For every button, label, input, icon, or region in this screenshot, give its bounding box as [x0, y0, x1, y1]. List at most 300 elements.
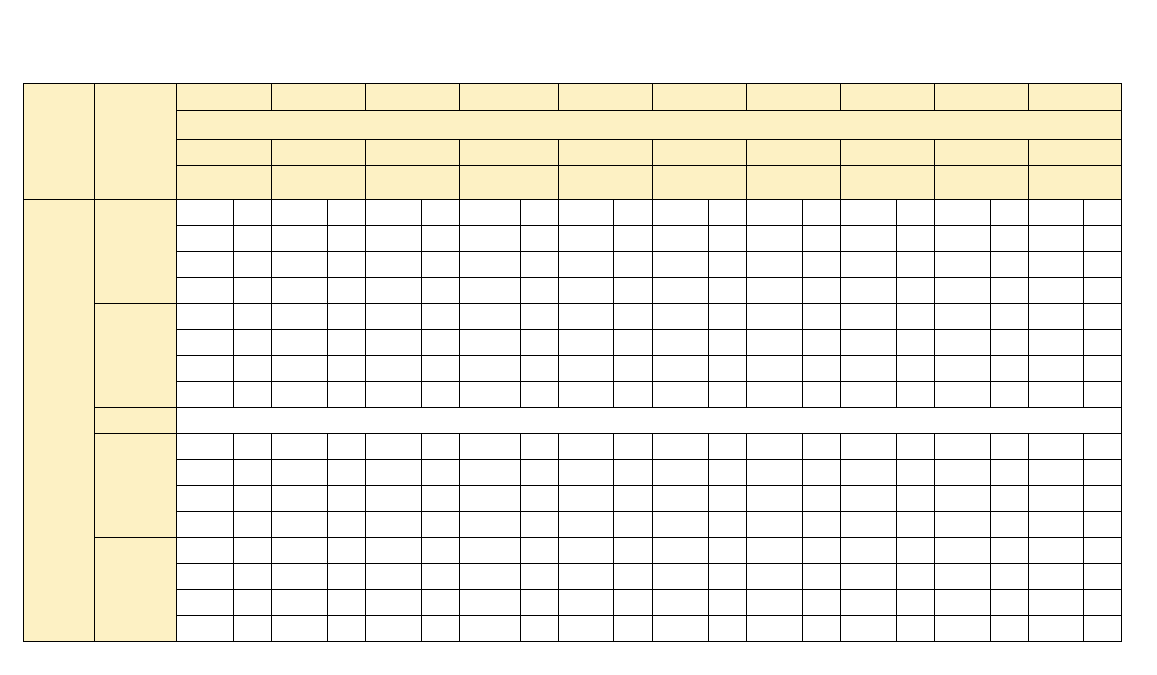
- track-code-cell: [840, 564, 896, 590]
- paper-id-cell: [328, 538, 366, 564]
- paper-id-cell: [896, 538, 934, 564]
- paper-id-cell: [708, 252, 746, 278]
- track-code-cell: [460, 356, 521, 382]
- session-time-cell: [95, 538, 177, 642]
- paper-id-cell: [521, 486, 559, 512]
- paper-id-cell: [521, 304, 559, 330]
- track-code-cell: [934, 252, 990, 278]
- track-code-cell: [460, 304, 521, 330]
- track-code-cell: [840, 200, 896, 226]
- paper-id-cell: [708, 616, 746, 642]
- paper-id-cell: [802, 226, 840, 252]
- paper-id-cell: [896, 590, 934, 616]
- table-row: [24, 330, 1122, 356]
- track-code-cell: [460, 590, 521, 616]
- paper-id-cell: [234, 226, 272, 252]
- room-header: [177, 84, 272, 111]
- paper-id-cell: [802, 278, 840, 304]
- paper-id-cell: [896, 226, 934, 252]
- table-row: [24, 252, 1122, 278]
- track-code-cell: [177, 460, 234, 486]
- track-code-cell: [460, 486, 521, 512]
- track-code-cell: [272, 512, 328, 538]
- paper-id-cell: [896, 278, 934, 304]
- track-code-cell: [1028, 200, 1083, 226]
- paper-id-cell: [521, 278, 559, 304]
- paper-id-cell: [328, 616, 366, 642]
- track-code-cell: [366, 434, 422, 460]
- paper-id-cell: [896, 486, 934, 512]
- track-code-cell: [559, 538, 614, 564]
- room-header: [272, 84, 366, 111]
- co-host: [652, 166, 746, 200]
- track-code-cell: [652, 200, 708, 226]
- table-row: [24, 616, 1122, 642]
- track-code-cell: [652, 434, 708, 460]
- track-code-cell: [840, 252, 896, 278]
- co-host: [1028, 166, 1121, 200]
- paper-id-cell: [802, 356, 840, 382]
- track-code-cell: [177, 616, 234, 642]
- paper-id-cell: [1083, 460, 1121, 486]
- paper-id-cell: [328, 304, 366, 330]
- paper-id-cell: [521, 460, 559, 486]
- track-code-cell: [652, 616, 708, 642]
- track-code-cell: [934, 616, 990, 642]
- track-code-cell: [1028, 486, 1083, 512]
- paper-id-cell: [614, 278, 652, 304]
- track-code-cell: [746, 304, 802, 330]
- table-row: [24, 356, 1122, 382]
- track-code-cell: [652, 590, 708, 616]
- paper-id-cell: [802, 382, 840, 408]
- paper-id-cell: [990, 226, 1028, 252]
- table-row: [24, 512, 1122, 538]
- track-code-cell: [272, 434, 328, 460]
- co-host: [177, 166, 272, 200]
- room-header: [652, 84, 746, 111]
- paper-id-cell: [521, 252, 559, 278]
- co-host: [559, 166, 652, 200]
- paper-id-cell: [802, 252, 840, 278]
- paper-id-cell: [990, 382, 1028, 408]
- track-code-cell: [177, 590, 234, 616]
- paper-id-cell: [708, 356, 746, 382]
- day-header: [24, 84, 95, 200]
- session-time-cell: [95, 304, 177, 408]
- table-row: [24, 111, 1122, 140]
- table-row: [24, 304, 1122, 330]
- paper-id-cell: [896, 460, 934, 486]
- paper-id-cell: [521, 512, 559, 538]
- paper-id-cell: [422, 382, 460, 408]
- day-cell: [24, 200, 95, 642]
- track-code-cell: [934, 226, 990, 252]
- session-chair: [934, 140, 1028, 166]
- paper-id-cell: [234, 278, 272, 304]
- track-code-cell: [272, 382, 328, 408]
- paper-id-cell: [234, 460, 272, 486]
- track-code-cell: [1028, 564, 1083, 590]
- track-code-cell: [272, 564, 328, 590]
- paper-id-cell: [328, 486, 366, 512]
- paper-id-cell: [990, 434, 1028, 460]
- track-code-cell: [652, 538, 708, 564]
- track-code-cell: [460, 252, 521, 278]
- paper-id-cell: [422, 538, 460, 564]
- track-code-cell: [366, 278, 422, 304]
- paper-id-cell: [802, 538, 840, 564]
- track-code-cell: [559, 616, 614, 642]
- track-code-cell: [272, 304, 328, 330]
- track-code-cell: [652, 512, 708, 538]
- track-code-cell: [840, 512, 896, 538]
- paper-id-cell: [708, 304, 746, 330]
- room-header: [460, 84, 559, 111]
- track-code-cell: [559, 356, 614, 382]
- table-row: [24, 382, 1122, 408]
- paper-id-cell: [896, 512, 934, 538]
- paper-id-cell: [896, 200, 934, 226]
- track-code-cell: [366, 226, 422, 252]
- track-code-cell: [177, 512, 234, 538]
- paper-id-cell: [1083, 512, 1121, 538]
- track-code-cell: [177, 356, 234, 382]
- track-code-cell: [272, 330, 328, 356]
- room-header: [840, 84, 934, 111]
- track-code-cell: [934, 590, 990, 616]
- paper-id-cell: [708, 564, 746, 590]
- paper-id-cell: [328, 330, 366, 356]
- track-code-cell: [652, 486, 708, 512]
- track-code-cell: [746, 564, 802, 590]
- track-code-cell: [746, 382, 802, 408]
- paper-id-cell: [708, 538, 746, 564]
- track-code-cell: [652, 304, 708, 330]
- paper-id-cell: [990, 460, 1028, 486]
- track-code-cell: [1028, 356, 1083, 382]
- paper-id-cell: [990, 278, 1028, 304]
- time-header: [95, 84, 177, 200]
- paper-id-cell: [422, 356, 460, 382]
- paper-id-cell: [328, 226, 366, 252]
- track-code-cell: [559, 512, 614, 538]
- paper-id-cell: [990, 356, 1028, 382]
- paper-id-cell: [614, 460, 652, 486]
- track-code-cell: [177, 252, 234, 278]
- paper-id-cell: [990, 330, 1028, 356]
- paper-id-cell: [234, 434, 272, 460]
- session-chair: [840, 140, 934, 166]
- paper-id-cell: [234, 356, 272, 382]
- paper-id-cell: [614, 200, 652, 226]
- session-chair: [272, 140, 366, 166]
- track-code-cell: [840, 616, 896, 642]
- track-code-cell: [652, 330, 708, 356]
- track-code-cell: [559, 434, 614, 460]
- paper-id-cell: [234, 304, 272, 330]
- track-code-cell: [840, 382, 896, 408]
- paper-id-cell: [896, 304, 934, 330]
- paper-id-cell: [1083, 356, 1121, 382]
- time-break-label: [177, 408, 1122, 434]
- paper-id-cell: [802, 330, 840, 356]
- table-row: [24, 460, 1122, 486]
- paper-id-cell: [802, 616, 840, 642]
- schedule-table: [23, 83, 1122, 642]
- co-host: [934, 166, 1028, 200]
- track-code-cell: [1028, 616, 1083, 642]
- room-header: [559, 84, 652, 111]
- paper-id-cell: [990, 538, 1028, 564]
- track-code-cell: [559, 200, 614, 226]
- track-code-cell: [366, 564, 422, 590]
- paper-id-cell: [802, 460, 840, 486]
- track-code-cell: [746, 278, 802, 304]
- paper-id-cell: [708, 460, 746, 486]
- track-code-cell: [177, 278, 234, 304]
- track-code-cell: [460, 434, 521, 460]
- table-row: [24, 486, 1122, 512]
- paper-id-cell: [521, 564, 559, 590]
- track-code-cell: [1028, 460, 1083, 486]
- paper-id-cell: [422, 330, 460, 356]
- paper-id-cell: [422, 226, 460, 252]
- room-header: [366, 84, 460, 111]
- paper-id-cell: [990, 564, 1028, 590]
- track-code-cell: [1028, 252, 1083, 278]
- track-code-cell: [1028, 434, 1083, 460]
- track-code-cell: [1028, 382, 1083, 408]
- track-code-cell: [934, 200, 990, 226]
- paper-id-cell: [422, 278, 460, 304]
- track-code-cell: [652, 564, 708, 590]
- paper-id-cell: [1083, 252, 1121, 278]
- track-code-cell: [746, 226, 802, 252]
- session-chair: [1028, 140, 1121, 166]
- paper-id-cell: [328, 434, 366, 460]
- paper-id-cell: [328, 252, 366, 278]
- session-time-cell: [95, 434, 177, 538]
- track-code-cell: [1028, 590, 1083, 616]
- co-host: [746, 166, 840, 200]
- session-chair: [366, 140, 460, 166]
- paper-id-cell: [521, 616, 559, 642]
- paper-id-cell: [1083, 226, 1121, 252]
- paper-id-cell: [614, 252, 652, 278]
- track-code-cell: [460, 460, 521, 486]
- co-host: [840, 166, 934, 200]
- track-code-cell: [177, 486, 234, 512]
- track-code-cell: [460, 226, 521, 252]
- table-row: [24, 590, 1122, 616]
- track-code-cell: [746, 590, 802, 616]
- paper-id-cell: [234, 564, 272, 590]
- paper-id-cell: [234, 512, 272, 538]
- track-code-cell: [559, 590, 614, 616]
- paper-id-cell: [990, 512, 1028, 538]
- paper-id-cell: [1083, 538, 1121, 564]
- co-host: [460, 166, 559, 200]
- track-code-cell: [746, 460, 802, 486]
- paper-id-cell: [234, 538, 272, 564]
- track-code-cell: [177, 382, 234, 408]
- paper-id-cell: [328, 460, 366, 486]
- paper-id-cell: [614, 330, 652, 356]
- paper-id-cell: [614, 512, 652, 538]
- break-time-cell: [95, 408, 177, 434]
- room-header: [1028, 84, 1121, 111]
- track-code-cell: [840, 278, 896, 304]
- track-code-cell: [746, 486, 802, 512]
- track-code-cell: [272, 486, 328, 512]
- table-row: [24, 84, 1122, 111]
- paper-id-cell: [990, 486, 1028, 512]
- table-row: [24, 140, 1122, 166]
- paper-id-cell: [990, 252, 1028, 278]
- paper-id-cell: [1083, 564, 1121, 590]
- room-header: [934, 84, 1028, 111]
- track-code-cell: [460, 564, 521, 590]
- paper-id-cell: [1083, 278, 1121, 304]
- track-code-cell: [840, 486, 896, 512]
- paper-id-cell: [422, 434, 460, 460]
- paper-id-cell: [328, 512, 366, 538]
- track-code-cell: [272, 356, 328, 382]
- paper-id-cell: [521, 382, 559, 408]
- paper-id-cell: [1083, 304, 1121, 330]
- track-code-cell: [177, 434, 234, 460]
- paper-id-cell: [614, 538, 652, 564]
- paper-id-cell: [614, 434, 652, 460]
- session-chair: [559, 140, 652, 166]
- paper-id-cell: [708, 382, 746, 408]
- track-code-cell: [840, 356, 896, 382]
- paper-id-cell: [896, 564, 934, 590]
- paper-id-cell: [422, 304, 460, 330]
- track-code-cell: [840, 304, 896, 330]
- paper-id-cell: [614, 590, 652, 616]
- paper-id-cell: [1083, 434, 1121, 460]
- paper-id-cell: [990, 616, 1028, 642]
- track-code-cell: [840, 538, 896, 564]
- track-code-cell: [366, 460, 422, 486]
- paper-id-cell: [1083, 486, 1121, 512]
- track-code-cell: [934, 538, 990, 564]
- paper-id-cell: [896, 356, 934, 382]
- track-code-cell: [652, 278, 708, 304]
- paper-id-cell: [990, 200, 1028, 226]
- track-code-cell: [272, 616, 328, 642]
- track-code-cell: [559, 330, 614, 356]
- paper-id-cell: [614, 382, 652, 408]
- track-code-cell: [934, 278, 990, 304]
- paper-id-cell: [708, 434, 746, 460]
- track-code-cell: [840, 590, 896, 616]
- track-code-cell: [559, 486, 614, 512]
- paper-id-cell: [802, 486, 840, 512]
- track-code-cell: [840, 434, 896, 460]
- paper-id-cell: [896, 330, 934, 356]
- track-code-cell: [1028, 226, 1083, 252]
- paper-id-cell: [521, 200, 559, 226]
- track-code-cell: [366, 486, 422, 512]
- paper-id-cell: [521, 226, 559, 252]
- paper-id-cell: [802, 590, 840, 616]
- track-code-cell: [559, 252, 614, 278]
- paper-id-cell: [802, 564, 840, 590]
- session-chair: [652, 140, 746, 166]
- track-code-cell: [272, 538, 328, 564]
- paper-id-cell: [896, 252, 934, 278]
- paper-id-cell: [614, 486, 652, 512]
- paper-id-cell: [802, 512, 840, 538]
- track-code-cell: [934, 486, 990, 512]
- track-code-cell: [559, 564, 614, 590]
- paper-id-cell: [234, 616, 272, 642]
- paper-id-cell: [234, 200, 272, 226]
- paper-id-cell: [802, 434, 840, 460]
- session-chair-header: [177, 111, 1122, 140]
- session-chair: [177, 140, 272, 166]
- track-code-cell: [746, 512, 802, 538]
- paper-id-cell: [521, 538, 559, 564]
- paper-id-cell: [422, 590, 460, 616]
- track-code-cell: [746, 356, 802, 382]
- paper-id-cell: [990, 590, 1028, 616]
- paper-id-cell: [1083, 382, 1121, 408]
- paper-id-cell: [896, 434, 934, 460]
- paper-id-cell: [708, 226, 746, 252]
- track-code-cell: [366, 304, 422, 330]
- table-row: [24, 166, 1122, 200]
- paper-id-cell: [614, 564, 652, 590]
- paper-id-cell: [234, 486, 272, 512]
- track-code-cell: [460, 382, 521, 408]
- paper-id-cell: [328, 278, 366, 304]
- paper-id-cell: [422, 616, 460, 642]
- track-code-cell: [366, 356, 422, 382]
- track-code-cell: [652, 460, 708, 486]
- track-code-cell: [177, 330, 234, 356]
- table-row: [24, 226, 1122, 252]
- track-code-cell: [366, 200, 422, 226]
- track-code-cell: [559, 460, 614, 486]
- paper-id-cell: [802, 200, 840, 226]
- track-code-cell: [460, 512, 521, 538]
- track-code-cell: [934, 434, 990, 460]
- co-host: [366, 166, 460, 200]
- table-row: [24, 434, 1122, 460]
- table-row: [24, 408, 1122, 434]
- track-code-cell: [559, 226, 614, 252]
- track-code-cell: [460, 278, 521, 304]
- paper-id-cell: [521, 434, 559, 460]
- track-code-cell: [840, 226, 896, 252]
- session-time-cell: [95, 200, 177, 304]
- track-code-cell: [366, 512, 422, 538]
- track-code-cell: [460, 200, 521, 226]
- paper-id-cell: [708, 512, 746, 538]
- track-code-cell: [559, 382, 614, 408]
- paper-id-cell: [234, 252, 272, 278]
- paper-id-cell: [521, 330, 559, 356]
- track-code-cell: [652, 356, 708, 382]
- track-code-cell: [177, 200, 234, 226]
- co-host: [272, 166, 366, 200]
- paper-id-cell: [614, 616, 652, 642]
- paper-id-cell: [422, 564, 460, 590]
